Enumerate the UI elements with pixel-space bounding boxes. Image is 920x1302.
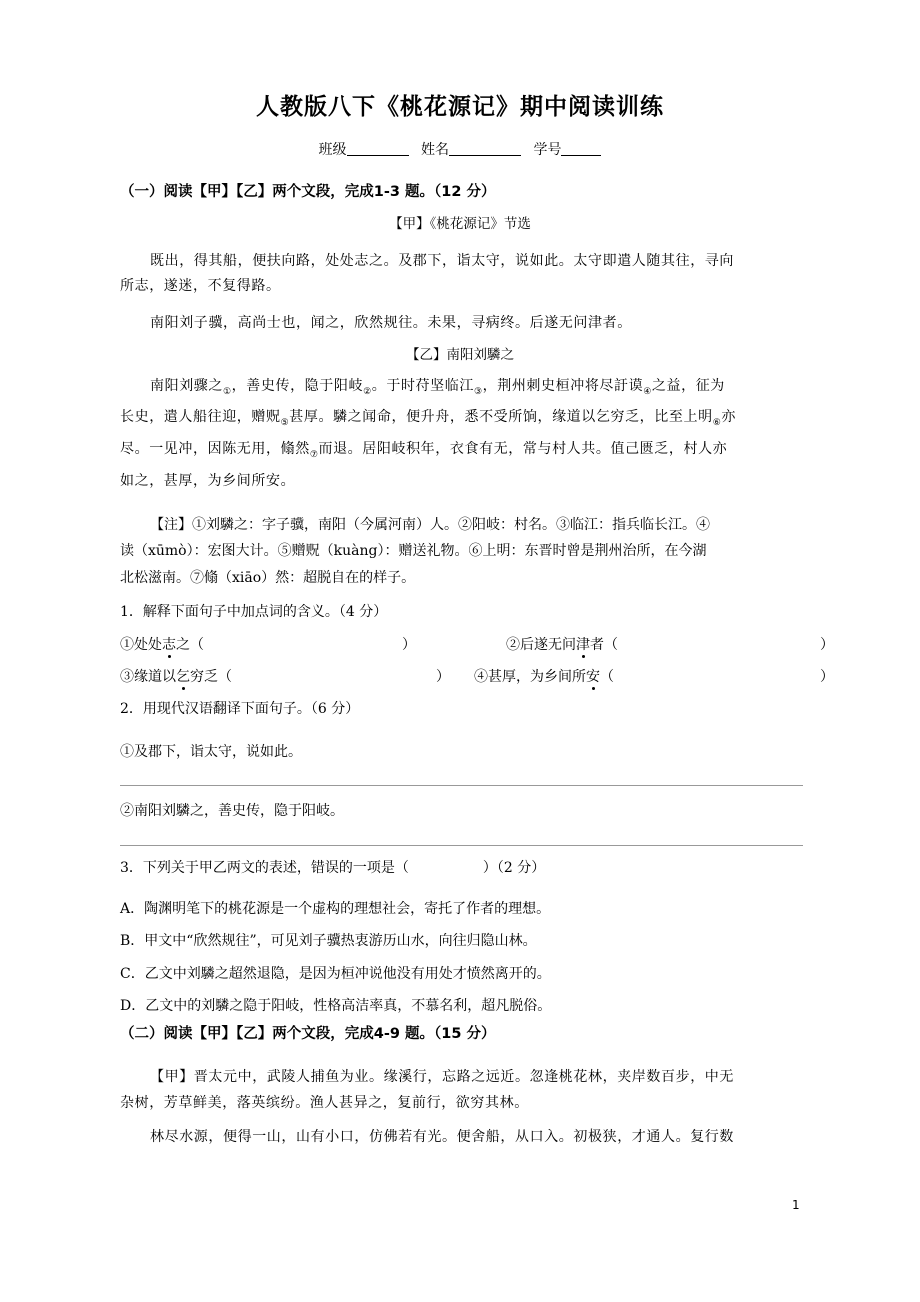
note-line: 北松滋南。⑦翛（xiāo）然：超脱自在的样子。 <box>120 570 416 586</box>
footnote-mark: ① <box>223 386 232 397</box>
q1-item-a: ①处处志之（ <box>120 637 204 653</box>
passage-yi-line <box>120 438 727 460</box>
q3-option-a: A．陶渊明笔下的桃花源是一个虚构的理想社会，寄托了作者的理想。 <box>120 901 551 917</box>
yi-text: 尽。一见冲，因陈无用，翛然 <box>120 441 310 457</box>
answer-line <box>120 845 803 846</box>
answer-line <box>120 785 803 786</box>
q1-item-d: ④甚厚，为乡间所安（ <box>474 669 614 685</box>
passage-yi-line <box>150 375 725 397</box>
q1-item-a-close: ） <box>402 637 416 653</box>
q1-item-c-close: ） <box>436 669 450 685</box>
passage-jia-line: 南阳刘子骥，高尚士也，闻之，欣然规往。未果，寻病终。后遂无问津者。 <box>150 315 632 331</box>
q1-item-c: ③缘道以乞穷乏（ <box>120 669 232 685</box>
yi-text: 。于时苻坚临江 <box>371 378 474 394</box>
q2-sentence-2: ②南阳刘驎之，善史传，隐于阳岐。 <box>120 803 344 819</box>
yi-text: ，善史传，隐于阳岐 <box>231 378 364 394</box>
footnote-mark: ④ <box>643 386 652 397</box>
class-label: 班级 <box>318 142 347 158</box>
section-1-heading: （一）阅读【甲】【乙】两个文段，完成1-3 题。（12 分） <box>120 184 496 200</box>
class-blank <box>347 141 409 156</box>
section-2-heading: （二）阅读【甲】【乙】两个文段，完成4-9 题。（15 分） <box>120 1026 496 1042</box>
footnote-mark: ⑦ <box>309 449 319 460</box>
number-label: 学号 <box>533 142 562 158</box>
footnote-mark: ③ <box>473 386 483 397</box>
q3-option-c: C．乙文中刘驎之超然退隐，是因为桓冲说他没有用处才愤然离开的。 <box>120 966 551 982</box>
q2-sentence-1: ①及郡下，诣太守，说如此。 <box>120 744 302 760</box>
passage-line: 林尽水源，便得一山，山有小口，仿佛若有光。便舍船，从口入。初极狭，才通人。复行数 <box>150 1129 734 1145</box>
passage-jia-line: 所志，遂迷，不复得路。 <box>120 278 281 294</box>
footnote-mark: ⑤ <box>280 417 290 428</box>
passage-yi-title: 【乙】南阳刘驎之 <box>406 347 514 363</box>
yi-text: 甚厚。驎之闻命，便升舟，悉不受所饷，缘道以乞穷乏，比至上明 <box>289 409 713 425</box>
name-label: 姓名 <box>421 142 449 158</box>
q1-item-b: ②后遂无问津者（ <box>506 637 618 653</box>
question-3-stem: 3．下列关于甲乙两文的表述，错误的一项是（ ）（2 分） <box>120 860 546 876</box>
q3-option-b: B．甲文中“欣然规往”，可见刘子骥热衷游历山水，向往归隐山林。 <box>120 933 537 949</box>
question-2-stem: 2．用现代汉语翻译下面句子。（6 分） <box>120 701 360 717</box>
passage-line: 杂树，芳草鲜美，落英缤纷。渔人甚异之，复前行，欲穷其林。 <box>120 1095 529 1111</box>
q3-option-d: D．乙文中的刘驎之隐于阳岐，性格高洁率真，不慕名利，超凡脱俗。 <box>120 998 552 1014</box>
q1-item-d-close: ） <box>820 669 834 685</box>
page-number: 1 <box>792 1198 800 1212</box>
footnote-mark: ② <box>363 386 372 397</box>
yi-text: 之益，征为 <box>651 378 725 394</box>
number-blank <box>561 141 601 156</box>
note-line: 【注】①刘驎之：字子骥，南阳（今属河南）人。②阳岐：村名。③临江：指兵临长江。④ <box>150 517 710 533</box>
note-line: 读（xūmò）：宏图大计。⑤赠贶（kuàng）：赠送礼物。⑥上明：东晋时曾是荆州治所，在今湖 <box>120 543 707 559</box>
passage-jia-title: 【甲】《桃花源记》节选 <box>389 216 531 232</box>
footnote-mark: ⑥ <box>712 417 722 428</box>
question-1-stem: 1．解释下面句子中加点词的含义。（4 分） <box>120 604 388 620</box>
q1-item-b-close: ） <box>820 637 834 653</box>
passage-line: 【甲】晋太元中，武陵人捕鱼为业。缘溪行，忘路之远近。忽逢桃花林，夹岸数百步，中无 <box>150 1069 734 1085</box>
passage-yi-line <box>120 406 736 428</box>
yi-text: 南阳刘骤之 <box>150 378 223 394</box>
name-blank <box>449 141 521 156</box>
page-title: 人教版八下《桃花源记》期中阅读训练 <box>256 94 664 120</box>
student-info-line <box>0 139 920 159</box>
passage-yi-line: 如之，甚厚，为乡间所安。 <box>120 473 296 489</box>
yi-text: 长史，遣人船往迎，赠贶 <box>120 409 281 425</box>
yi-text: 而退。居阳岐积年，衣食有无，常与村人共。值己匮乏，村人亦 <box>318 441 728 457</box>
passage-jia-line: 既出，得其船，便扶向路，处处志之。及郡下，诣太守，说如此。太守即遣人随其往，寻向 <box>150 253 734 269</box>
yi-text: ，荆州刺史桓冲将尽訏谟 <box>482 378 644 394</box>
yi-text: 亦 <box>721 409 736 425</box>
